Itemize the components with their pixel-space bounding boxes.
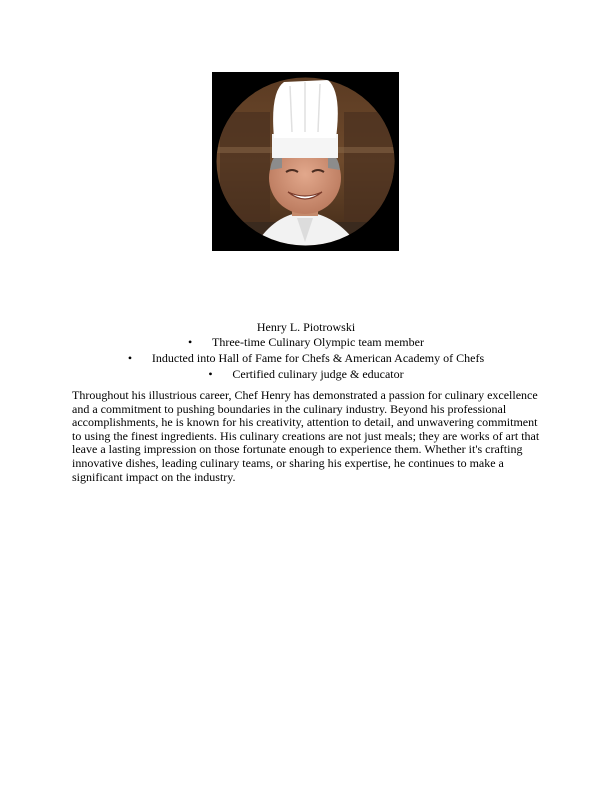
highlights-list [0,334,612,382]
chef-name: Henry L. Piotrowski [256,320,356,334]
list-item [0,366,612,382]
highlight-text: Certified culinary judge & educator [232,367,404,381]
highlight-text: Three-time Culinary Olympic team member [212,335,424,349]
list-item [0,350,612,366]
highlight-text: Inducted into Hall of Fame for Chefs & American Academy of Chefs [151,351,485,365]
list-item [0,334,612,350]
chef-portrait [212,72,399,251]
bullet-icon: • [208,367,213,381]
bullet-icon: • [127,351,133,365]
bio-paragraph: Throughout his illustrious career, Chef Henry has demonstrated a passion for culinary excellence and a commitment to pushing boundaries in the culinary industry. Beyond his professional accomplishments, he is known for his creativity, attention to detail, and unwavering commitment to using the finest ingredients. His culinary creations are not just meals; they are works of art that leave a lasting impression on those fortunate enough to experience them. Whether it's crafting innovative dishes, leading culinary teams, or sharing his expertise, he continues to make a significant impact on the industry. [72,388,540,484]
bullet-icon: • [188,335,193,349]
